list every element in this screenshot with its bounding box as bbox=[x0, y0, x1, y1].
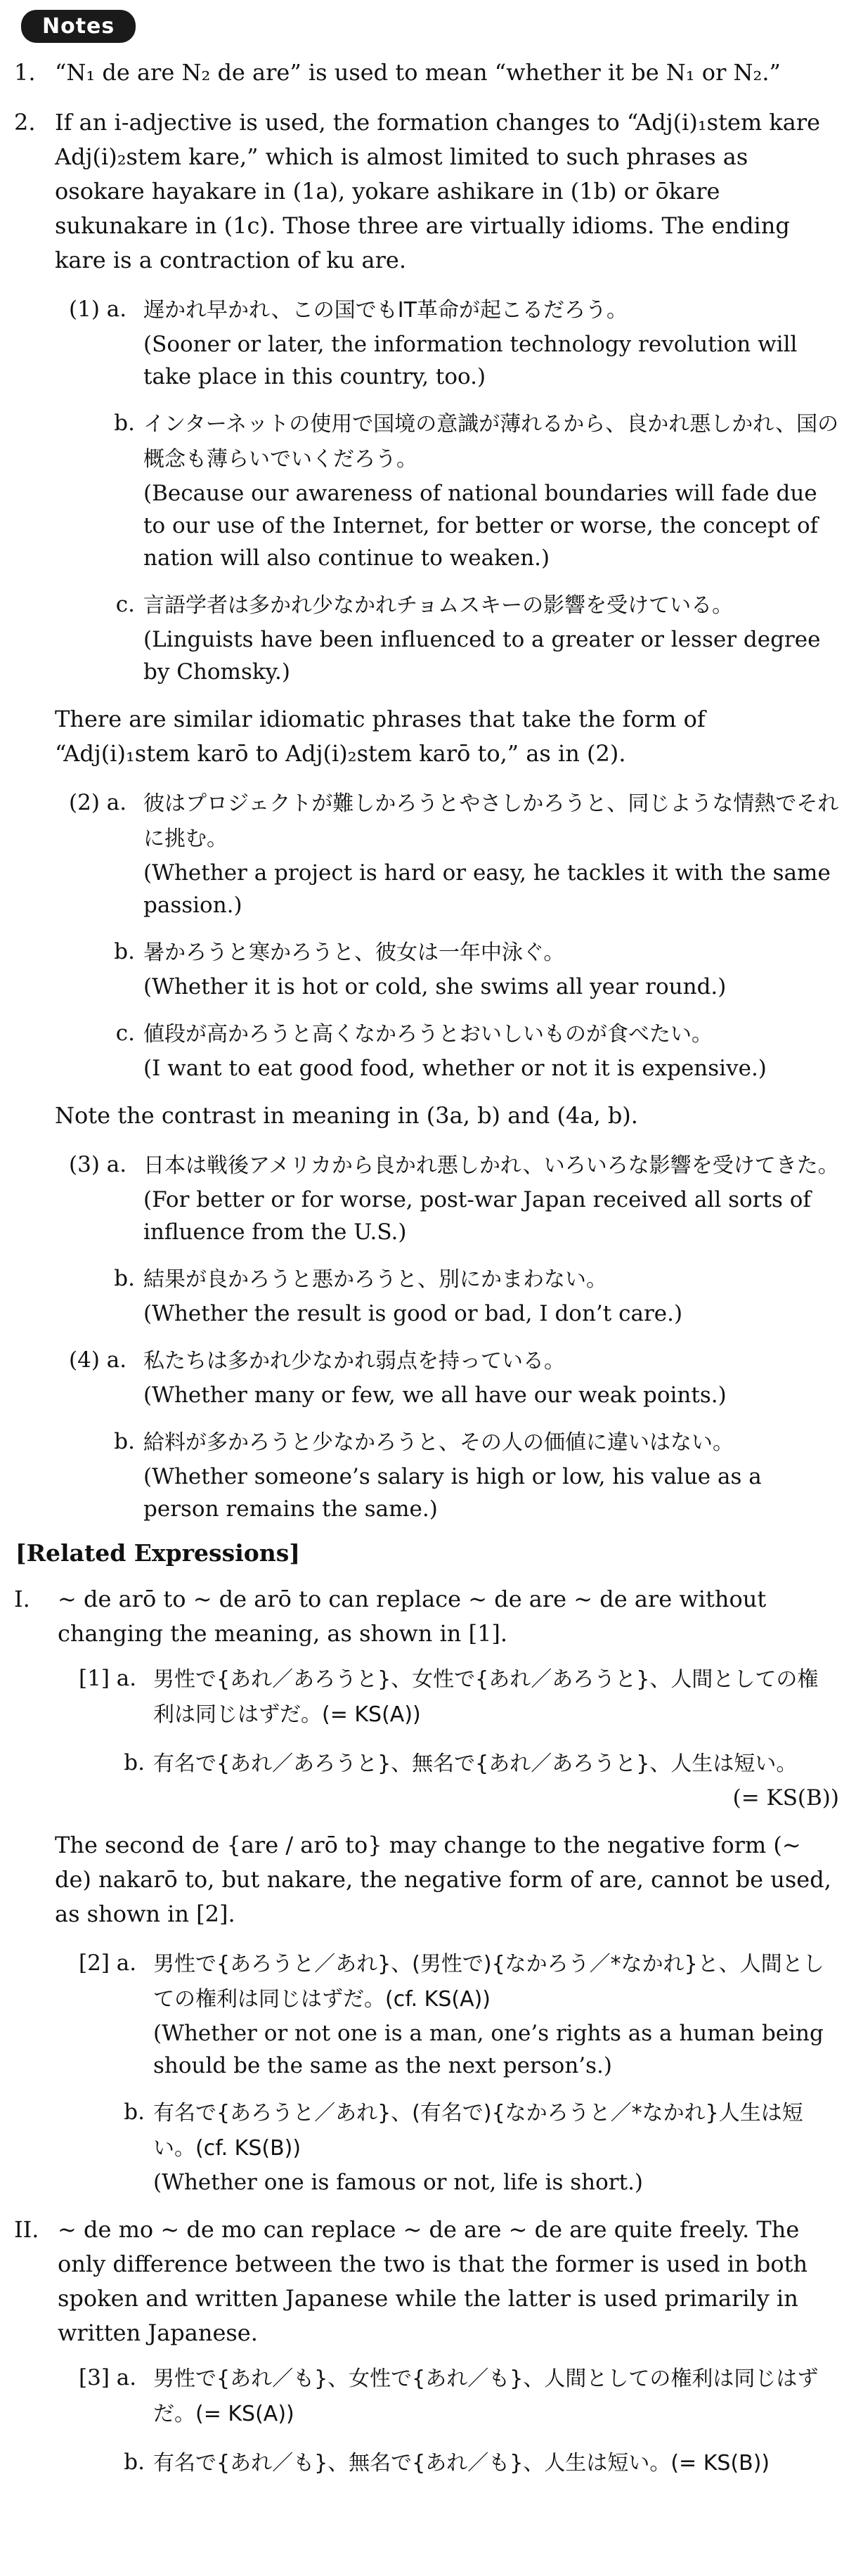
example-label: b. bbox=[114, 1266, 135, 1291]
english-translation: (Sooner or later, the information technology revolution will take place in this country, too.) bbox=[143, 332, 798, 389]
example-label: (4) a. bbox=[69, 1347, 127, 1373]
note-number: 1. bbox=[14, 59, 36, 86]
paragraph-second: The second de {are / arō to} may change to the negative form (~ de) nakarō to, but nakare, the negative form of are, cannot be used, as shown in [2]. bbox=[55, 1832, 831, 1927]
related-number: II. bbox=[14, 2216, 39, 2243]
example-group-4 bbox=[69, 1344, 839, 1525]
english-translation: (Whether or not one is a man, one’s rights as a human being should be the same as the next person’s.) bbox=[153, 2021, 824, 2078]
japanese-sentence: 給料が多かろうと少なかろうと、その人の価値に違いはない。 bbox=[143, 1430, 734, 1455]
example-label: (1) a. bbox=[69, 297, 127, 322]
related-number: I. bbox=[14, 1586, 30, 1612]
related-expressions-heading: [Related Expressions] bbox=[15, 1539, 300, 1567]
paragraph-contrast: Note the contrast in meaning in (3a, b) and (4a, b). bbox=[55, 1102, 638, 1129]
english-translation: (Whether it is hot or cold, she swims all year round.) bbox=[143, 974, 727, 999]
example-label: (2) a. bbox=[69, 790, 127, 815]
english-translation: (Whether one is famous or not, life is short.) bbox=[153, 2170, 644, 2195]
english-translation: (For better or for worse, post-war Japan received all sorts of influence from the U.S.) bbox=[143, 1187, 811, 1245]
example-group-1 bbox=[69, 293, 839, 688]
english-translation: (Whether many or few, we all have our weak points.) bbox=[143, 1383, 727, 1408]
japanese-sentence: 有名で{あれ／あろうと}、無名で{あれ／あろうと}、人生は短い。 bbox=[153, 1752, 798, 1776]
example-2b bbox=[69, 936, 839, 1003]
related-text: ~ de arō to ~ de arō to can replace ~ de are ~ de are without changing the meaning, as shown in [1]. bbox=[58, 1586, 767, 1647]
related-item-1 bbox=[14, 1582, 839, 1651]
japanese-sentence: 日本は戦後アメリカから良かれ悪しかれ、いろいろな影響を受けてきた。 bbox=[143, 1153, 839, 1178]
example-label: [2] a. bbox=[79, 1950, 137, 1976]
english-translation: (Because our awareness of national boundaries will fade due to our use of the Internet, for better or worse, the concept of nation will also continue to weaken.) bbox=[143, 481, 819, 571]
related-example-group-1 bbox=[79, 1662, 839, 1814]
example-3a bbox=[69, 1148, 839, 1248]
note-number: 2. bbox=[14, 109, 36, 136]
example-1b bbox=[69, 407, 839, 574]
japanese-sentence: 彼はプロジェクトが難しかろうとやさしかろうと、同じような情熱でそれに挑む。 bbox=[143, 791, 839, 851]
note-text: If an i-adjective is used, the formation changes to “Adj(i)₁stem kare Adj(i)₂stem kare,” which is almost limited to such phrases as osokare hayakare in (1a), yokare ashikare in (1b) or ōkare sukunakare in (1c). Those three are virtually idioms. The ending kare is a contraction of ku are. bbox=[55, 109, 821, 273]
note-item-1 bbox=[14, 56, 839, 90]
ks-reference: (= KS(B)) bbox=[732, 1785, 839, 1811]
related-example-group-2 bbox=[79, 1947, 839, 2199]
example-label: b. bbox=[124, 1750, 145, 1775]
japanese-sentence: 有名で{あろうと／あれ}、(有名で){なかろうと／*なかれ}人生は短い。(cf. KS(B)) bbox=[153, 2101, 803, 2161]
example-label: b. bbox=[114, 410, 135, 436]
example-label: c. bbox=[115, 592, 135, 617]
japanese-sentence: 値段が高かろうと高くなかろうとおいしいものが食べたい。 bbox=[143, 1022, 713, 1047]
japanese-sentence: 結果が良かろうと悪かろうと、別にかまわない。 bbox=[143, 1267, 607, 1292]
related-text: ~ de mo ~ de mo can replace ~ de are ~ de are quite freely. The only difference between the two is that the former is used in both spoken and written Japanese while the latter is used primarily in written Japanese. bbox=[58, 2216, 808, 2346]
english-translation: (Linguists have been influenced to a greater or lesser degree by Chomsky.) bbox=[143, 627, 821, 685]
japanese-sentence: インターネットの使用で国境の意識が薄れるから、良かれ悪しかれ、国の概念も薄らいでいくだろう。 bbox=[143, 412, 839, 472]
related-example-group-3 bbox=[79, 2362, 839, 2481]
example-3b bbox=[69, 1262, 839, 1330]
english-translation: (Whether someone’s salary is high or low, his value as a person remains the same.) bbox=[143, 1464, 762, 1522]
example-label: b. bbox=[114, 939, 135, 964]
english-translation: (Whether a project is hard or easy, he tackles it with the same passion.) bbox=[143, 860, 831, 918]
example-group-3 bbox=[69, 1148, 839, 1330]
example-2c bbox=[69, 1017, 839, 1085]
note-text: “N₁ de are N₂ de are” is used to mean “whether it be N₁ or N₂.” bbox=[55, 59, 781, 86]
notes-badge: Notes bbox=[21, 10, 136, 43]
example-label: c. bbox=[115, 1021, 135, 1046]
example-1a bbox=[69, 293, 839, 393]
paragraph-similar: There are similar idiomatic phrases that take the form of “Adj(i)₁stem karō to Adj(i)₂stem karō to,” as in (2). bbox=[55, 706, 706, 767]
example-label: b. bbox=[124, 2099, 145, 2125]
example-2a bbox=[69, 787, 839, 921]
related-example-2b bbox=[79, 2096, 839, 2199]
example-1c bbox=[69, 588, 839, 688]
related-item-2 bbox=[14, 2213, 839, 2350]
example-4a bbox=[69, 1344, 839, 1411]
japanese-sentence: 有名で{あれ／も}、無名で{あれ／も}、人生は短い。(= KS(B)) bbox=[153, 2451, 770, 2475]
example-label: [1] a. bbox=[79, 1666, 137, 1691]
note-item-2 bbox=[14, 105, 839, 278]
japanese-sentence: 遅かれ早かれ、この国でもIT革命が起こるだろう。 bbox=[143, 298, 628, 323]
english-translation: (Whether the result is good or bad, I don’t care.) bbox=[143, 1301, 683, 1326]
related-example-1b bbox=[79, 1747, 839, 1814]
example-group-2 bbox=[69, 787, 839, 1085]
related-example-1a bbox=[79, 1662, 839, 1733]
example-label: [3] a. bbox=[79, 2365, 137, 2390]
example-label: b. bbox=[124, 2449, 145, 2475]
related-example-2a bbox=[79, 1947, 839, 2082]
related-example-3b bbox=[79, 2446, 839, 2481]
example-label: b. bbox=[114, 1429, 135, 1454]
japanese-sentence: 言語学者は多かれ少なかれチョムスキーの影響を受けている。 bbox=[143, 593, 734, 618]
japanese-sentence: 男性で{あれ／あろうと}、女性で{あれ／あろうと}、人間としての権利は同じはずだ。(= KS(A)) bbox=[153, 1667, 819, 1727]
example-label: (3) a. bbox=[69, 1152, 127, 1177]
japanese-sentence: 私たちは多かれ少なかれ弱点を持っている。 bbox=[143, 1349, 565, 1373]
japanese-sentence: 男性で{あれ／も}、女性で{あれ／も}、人間としての権利は同じはずだ。(= KS(A)) bbox=[153, 2367, 819, 2426]
japanese-sentence: 暑かろうと寒かろうと、彼女は一年中泳ぐ。 bbox=[143, 940, 565, 965]
japanese-sentence: 男性で{あろうと／あれ}、(男性で){なかろう／*なかれ}と、人間としての権利は同じはずだ。(cf. KS(A)) bbox=[153, 1952, 824, 2012]
related-example-3a bbox=[79, 2362, 839, 2432]
english-translation: (I want to eat good food, whether or not it is expensive.) bbox=[143, 1056, 767, 1081]
example-4b bbox=[69, 1425, 839, 1525]
